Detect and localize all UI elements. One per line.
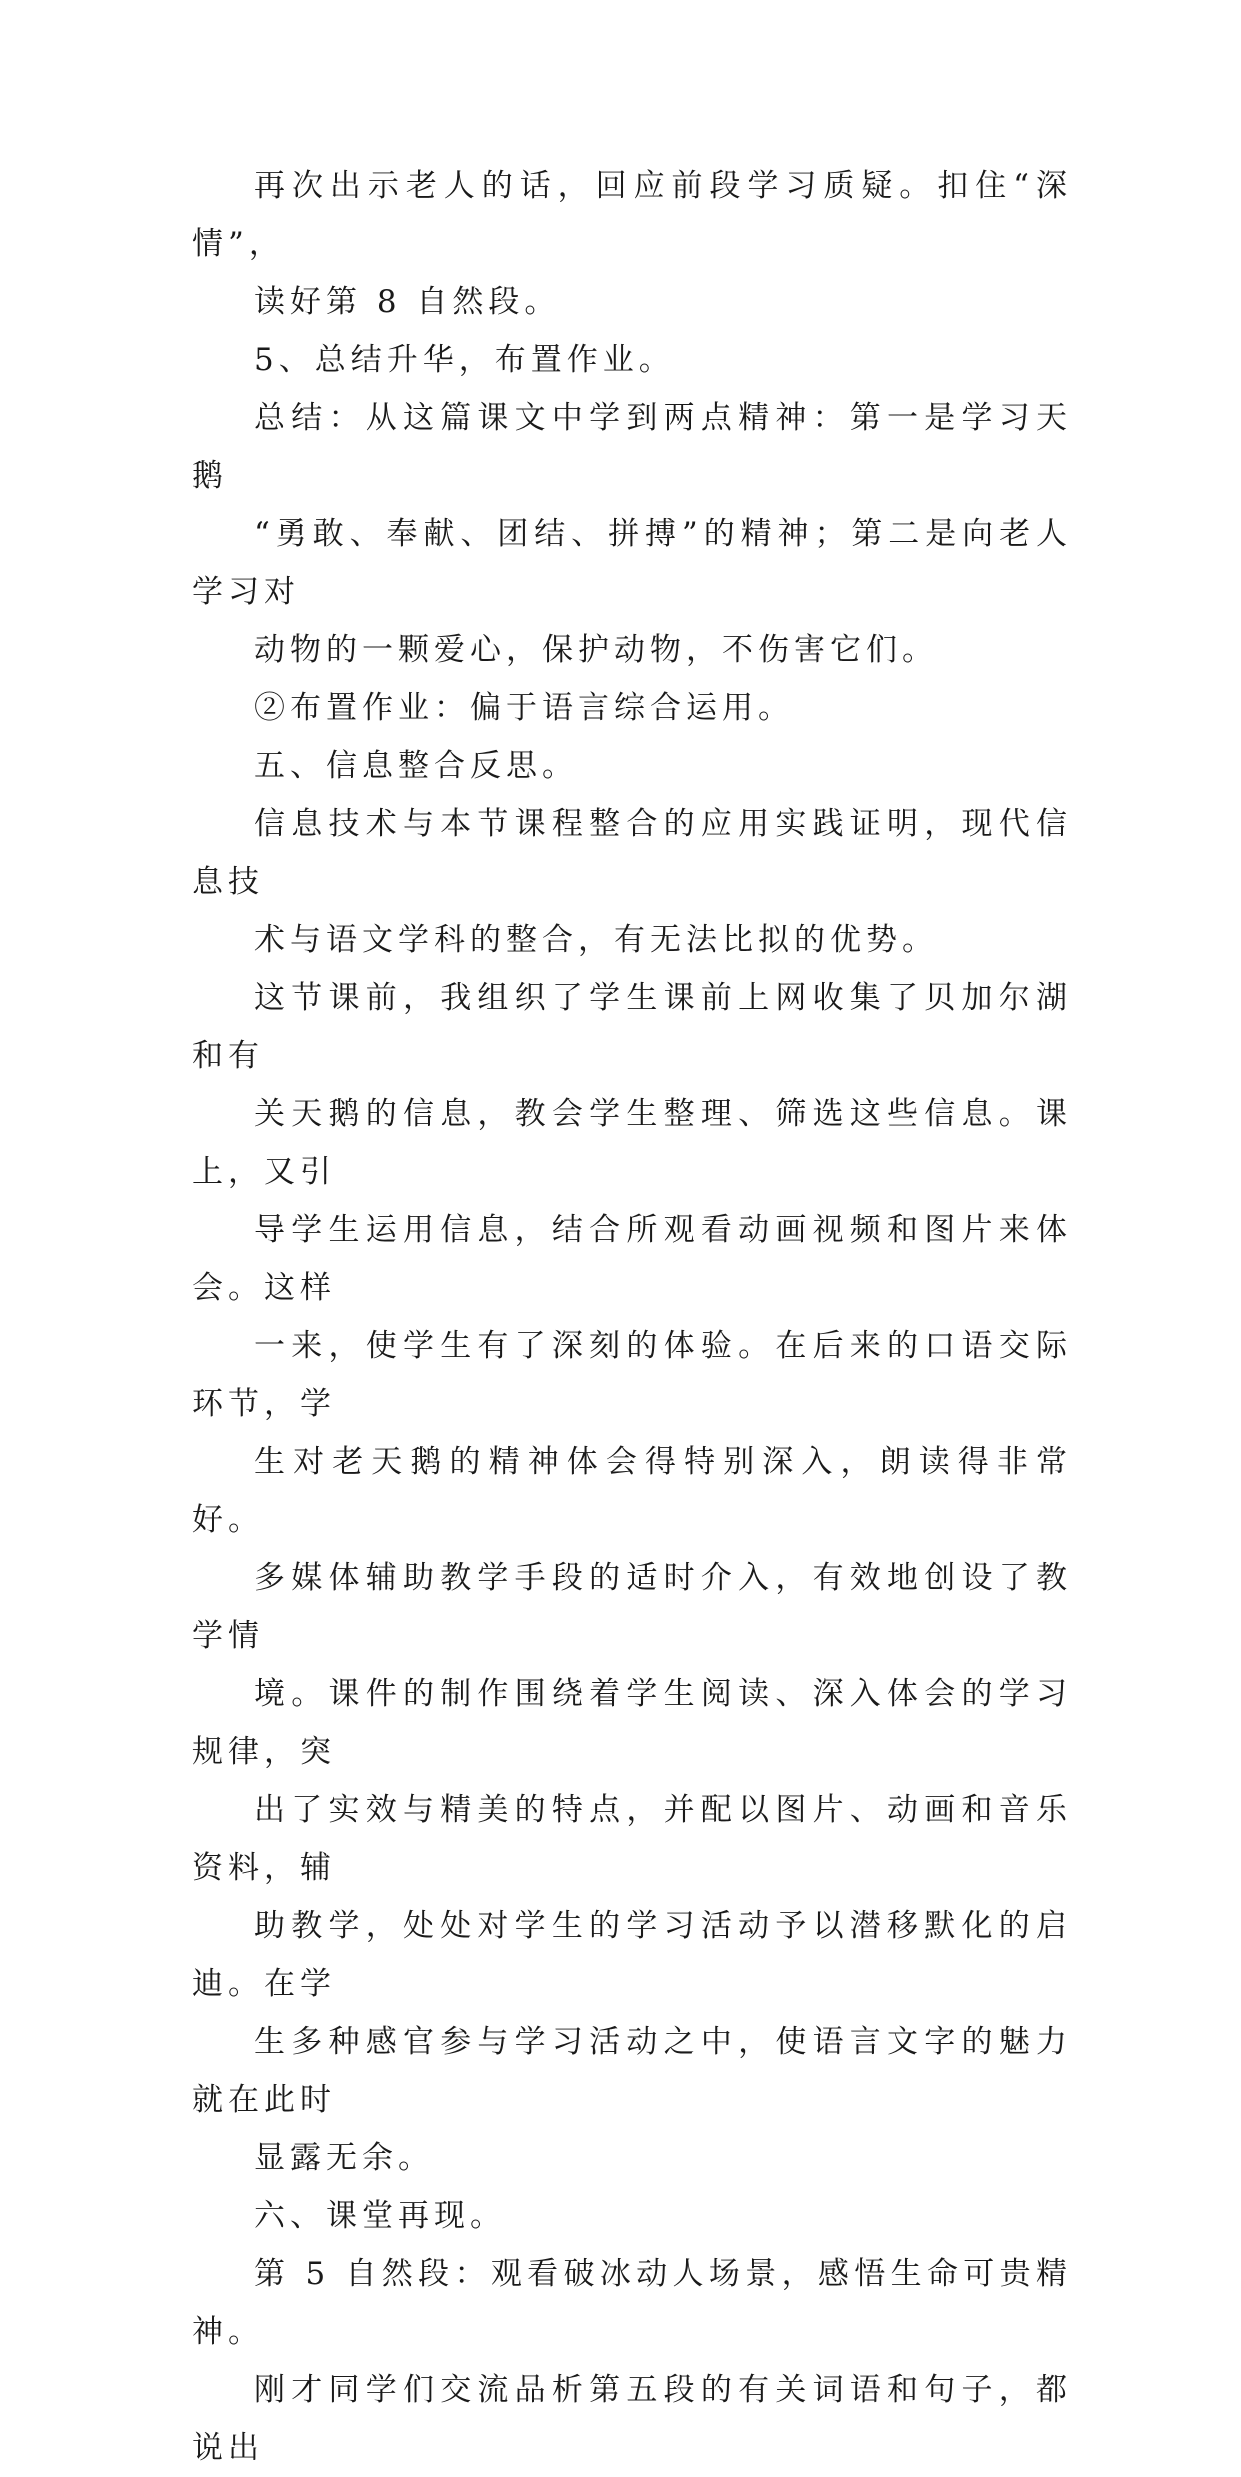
paragraph-7 <box>192 969 1072 1549</box>
text-line: 生多种感官参与学习活动之中，使语言文字的魅力就在此时 <box>192 2024 1072 2118</box>
paragraph-8 <box>192 1549 1072 2187</box>
text-line: 出了实效与精美的特点，并配以图片、动画和音乐资料，辅 <box>192 1792 1072 1886</box>
paragraph-6 <box>192 795 1072 969</box>
text-line: 生对老天鹅的精神体会得特别深入，朗读得非常好。 <box>192 1444 1072 1538</box>
text-line: 读好第 8 自然段。 <box>254 284 561 320</box>
text-line: 境。课件的制作围绕着学生阅读、深入体会的学习规律，突 <box>192 1676 1072 1770</box>
section-heading: 六、课堂再现。 <box>254 2198 506 2234</box>
document-body <box>192 157 1072 2477</box>
text-line: 导学生运用信息，结合所观看动画视频和图片来体会。这样 <box>192 1212 1072 1306</box>
paragraph-9 <box>192 2187 1072 2245</box>
paragraph-1 <box>192 157 1072 331</box>
paragraph-10 <box>192 2245 1072 2361</box>
text-line: 关天鹅的信息，教会学生整理、筛选这些信息。课上，又引 <box>192 1096 1072 1190</box>
text-line: “勇敢、奉献、团结、拼搏”的精神；第二是向老人学习对 <box>192 516 1072 610</box>
text-line: 这节课前，我组织了学生课前上网收集了贝加尔湖和有 <box>192 980 1072 1074</box>
text-line: 助教学，处处对学生的学习活动予以潜移默化的启迪。在学 <box>192 1908 1072 2002</box>
text-line: ②布置作业：偏于语言综合运用。 <box>254 690 794 726</box>
text-line: 刚才同学们交流品析第五段的有关词语和句子，都说出 <box>192 2372 1072 2466</box>
paragraph-3 <box>192 389 1072 679</box>
section-heading: 五、信息整合反思。 <box>254 748 578 784</box>
paragraph-4 <box>192 679 1072 737</box>
text-line: 再次出示老人的话，回应前段学习质疑。扣住“深情”， <box>192 168 1072 262</box>
text-line: 信息技术与本节课程整合的应用实践证明，现代信息技 <box>192 806 1072 900</box>
paragraph-5 <box>192 737 1072 795</box>
paragraph-11 <box>192 2361 1072 2477</box>
text-line: 动物的一颗爱心，保护动物，不伤害它们。 <box>254 632 938 668</box>
section-heading: 5、总结升华，布置作业。 <box>254 342 675 378</box>
text-line: 显露无余。 <box>254 2140 434 2176</box>
text-line: 第 5 自然段：观看破冰动人场景，感悟生命可贵精神。 <box>192 2256 1072 2350</box>
text-line: 一来，使学生有了深刻的体验。在后来的口语交际环节，学 <box>192 1328 1072 1422</box>
paragraph-2 <box>192 331 1072 389</box>
text-line: 多媒体辅助教学手段的适时介入，有效地创设了教学情 <box>192 1560 1072 1654</box>
text-line: 术与语文学科的整合，有无法比拟的优势。 <box>254 922 938 958</box>
text-line: 总结：从这篇课文中学到两点精神：第一是学习天鹅 <box>192 400 1072 494</box>
